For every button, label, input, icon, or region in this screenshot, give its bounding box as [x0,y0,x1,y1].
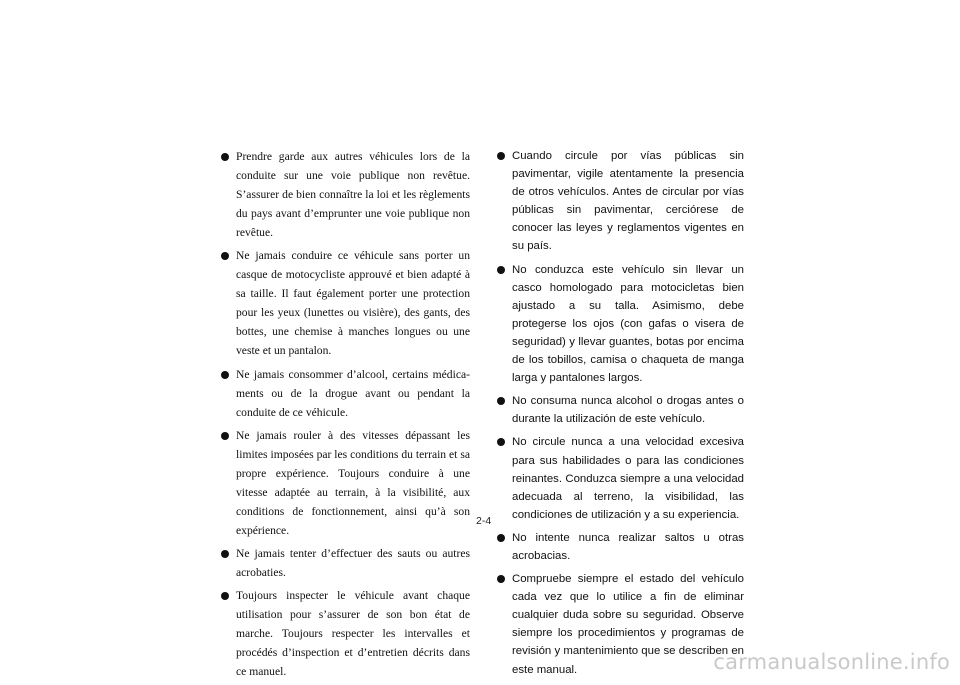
french-safety-item [220,246,470,360]
french-safety-item [220,147,470,242]
french-safety-item [220,544,470,582]
french-safety-item [220,426,470,540]
french-safety-item-text: Ne jamais rouler à des vitesses dépassant les limites imposées par les conditions du terrain et sa propre expérience. Toujours conduire à une vitesse adaptée au terrain, à la visibilité, aux conditions de fonctionnement, ainsi qu’à son expérience. [236,428,470,537]
spanish-safety-item-text: No intente nunca realizar saltos u otras acrobacias. [512,531,744,562]
spanish-safety-item-text: No conduzca este vehículo sin llevar un casco homologado para motocicletas bien ajustado a su talla. Asimismo, debe protegerse los ojos (con gafas o visera de seguridad) y llevar guantes, botas por encima de los tobillos, camisa o chaqueta de manga larga y pantalones largos. [512,263,744,385]
french-safety-item-text: Toujours inspecter le véhicule avant chaque utilisation pour s’assurer de son bon état de marche. Toujours respecter les intervalles et procédés d’inspection et d’entretien décrits dans ce manuel. [236,589,470,679]
french-safety-item [220,365,470,422]
watermark: carmanualsonline.info [713,650,950,674]
spanish-safety-item-text: No circule nunca a una velocidad excesiva para sus habilidades o para las condiciones reinantes. Conduzca siempre a una velocidad adecuada al terreno, la visibilidad, las condiciones de utilización y a su experiencia. [512,436,744,521]
bullet-icon [221,432,229,440]
bullet-icon [221,153,229,161]
bullet-icon [497,152,505,160]
spanish-safety-item [496,570,744,679]
page-number: 2-4 [476,515,492,527]
spanish-safety-item [496,433,744,523]
spanish-safety-item [496,529,744,565]
spanish-safety-item-text: Compruebe siempre el estado del vehículo cada vez que lo utilice a fin de eliminar cualquier duda sobre su seguridad. Observe siempre los procedimientos y programas de revisión y mantenimiento que se describen en este manual. [512,573,744,676]
spanish-safety-list [496,147,744,684]
spanish-safety-item [496,392,744,428]
spanish-safety-item [496,147,744,256]
french-safety-list [220,147,470,685]
bullet-icon [497,438,505,446]
bullet-icon [497,266,505,274]
bullet-icon [221,252,229,260]
bullet-icon [497,534,505,542]
french-safety-item-text: Prendre garde aux autres véhicules lors de la conduite sur une voie publique non revêtue. S’assurer de bien connaître la loi et les règlements du pays avant d’emprunter une voie publique non revêtue. [236,150,470,240]
french-safety-item [220,586,470,681]
french-safety-item-text: Ne jamais tenter d’effectuer des sauts ou autres acrobaties. [236,546,470,579]
french-safety-item-text: Ne jamais conduire ce véhicule sans porter un casque de motocycliste approuvé et bien adapté à sa taille. Il faut également porter une protection pour les yeux (lunettes ou visière), des gants, des bottes, une chemise à manches longues ou une veste et un pantalon. [236,249,470,358]
spanish-safety-item-text: No consuma nunca alcohol o drogas antes o durante la utilización de este vehículo. [512,395,744,426]
bullet-icon [221,550,229,558]
bullet-icon [221,371,229,379]
bullet-icon [497,397,505,405]
bullet-icon [221,592,229,600]
bullet-icon [497,575,505,583]
spanish-safety-item [496,261,744,388]
spanish-safety-item-text: Cuando circule por vías públicas sin pavimentar, vigile atentamente la presencia de otros vehículos. Antes de circular por vías públicas sin pavimentar, cerciórese de conocer las leyes y reglamentos vigentes en su país. [512,150,744,253]
french-safety-item-text: Ne jamais consommer d’alcool, certains médicaments ou de la drogue avant ou pendant la conduite de ce véhicule. [236,367,470,419]
